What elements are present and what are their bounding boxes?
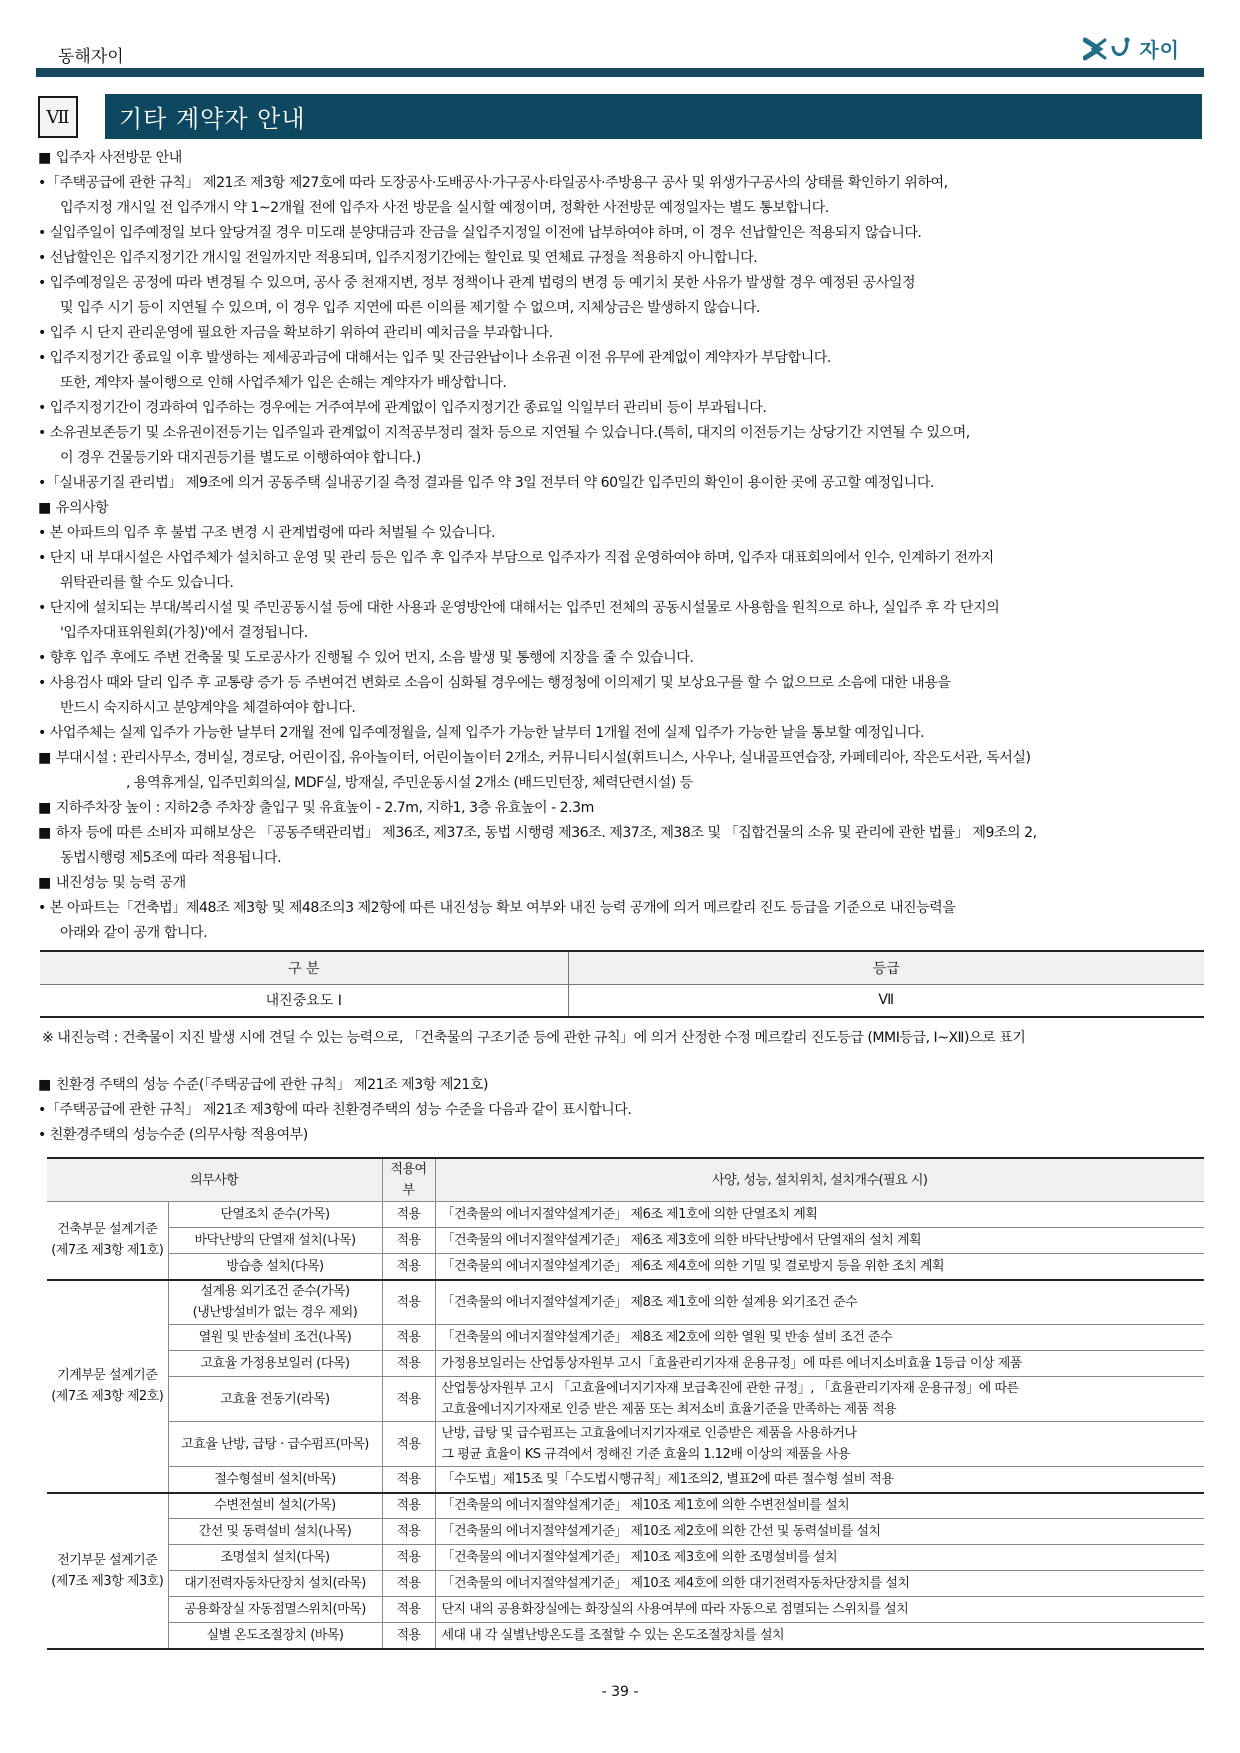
eco-performance-table [47,1157,1204,1650]
category-cell [47,1202,168,1280]
notice-line: 아래와 같이 공개 합니다. [60,925,208,941]
apply-status-cell: 적용 [382,1228,435,1254]
spec-text: 「건축물의 에너지절약설계기준」 제6조 제3호에 의한 바닥난방에서 단열재의 설치 계획 [441,1233,922,1248]
obligation-item-cell [168,1377,382,1422]
page-number: - 39 - [601,1684,639,1700]
obligation-item-text: 고효율 가정용보일러 (다목) [200,1356,350,1371]
obligation-item-text: 열원 및 반송설비 조건(나목) [198,1330,352,1345]
obligation-item-cell [168,1519,382,1545]
spec-cell [435,1422,1204,1467]
category-label: (제7조 제3항 제1호) [51,1243,164,1259]
spec-cell [435,1351,1204,1377]
column-header-grade: 등급 [568,951,1204,984]
document-title: 동해자이 [58,47,124,67]
spec-text: 「건축물의 에너지절약설계기준」 제8조 제2호에 의한 열원 및 반송 설비 조건 준수 [441,1330,893,1345]
table-row [47,1623,1204,1649]
apply-status-cell: 적용 [382,1254,435,1280]
notice-line: • 실입주일이 입주예정일 보다 앞당겨질 경우 미도래 분양대금과 잔금을 실입주지정일 이전에 납부하여야 하며, 이 경우 선납할인은 적용되지 않습니다. [38,225,922,241]
header-divider [36,68,1204,77]
notice-line: • 입주 시 단지 관리운영에 필요한 자금을 확보하기 위하여 관리비 예치금을 부과합니다. [38,325,553,341]
table-row [47,1280,1204,1325]
xi-logo-mark-icon [1083,36,1135,62]
seismic-footnote: ※ 내진능력 : 건축물이 지진 발생 시에 견딜 수 있는 능력으로, 「건축물의 구조기준 등에 관한 규칙」에 의거 산정한 수정 메르칼리 진도등급 (MMI등급, Ⅰ~Ⅻ)으로 표기 [42,1030,1026,1046]
obligation-item-text: 실별 온도조절장치 (바목) [206,1627,344,1643]
notice-line: 동법시행령 제5조에 따라 적용됩니다. [60,850,282,866]
spec-cell [435,1623,1204,1649]
spec-text: 「수도법」제15조 및「수도법시행규칙」제1조의2, 별표2에 따른 절수형 설비 적용 [441,1471,894,1487]
spec-cell [435,1228,1204,1254]
category-label: (제7조 제3항 제3호) [51,1573,164,1589]
obligation-item-cell [168,1325,382,1351]
section-title: 기타 계약자 안내 [105,94,1202,139]
obligation-item-cell [168,1545,382,1571]
column-header-obligation: 의무사항 [47,1158,382,1202]
notice-line: • 사업주체는 실제 입주가 가능한 날부터 2개월 전에 입주예정월을, 실제 입주가 가능한 날부터 1개월 전에 실제 입주가 가능한 날을 통보할 예정입니다. [38,725,925,741]
apply-status-cell: 적용 [382,1351,435,1377]
spec-cell [435,1325,1204,1351]
notice-line: • 선납할인은 입주지정기간 개시일 전일까지만 적용되며, 입주지정기간에는 할인료 및 연체료 규정을 적용하지 아니합니다. [38,250,758,266]
spec-text: 「건축물의 에너지절약설계기준」 제10조 제4호에 의한 대기전력자동차단장치를 설치 [441,1576,910,1591]
table-header-row [47,1158,1204,1202]
apply-status-cell: 적용 [382,1571,435,1597]
section-heading: ■ 하자 등에 따른 소비자 피해보상은 「공동주택관리법」 제36조, 제37조, 동법 시행령 제36조. 제37조, 제38조 및 「집합건물의 소유 및 관리에 관한 법률」 제9조의 2, [38,821,1208,846]
spec-cell [435,1493,1204,1519]
spec-cell [435,1571,1204,1597]
section-heading: ■ 부대시설 : 관리사무소, 경비실, 경로당, 어린이집, 유아놀이터, 어린이놀이터 2개소, 커뮤니티시설(휘트니스, 사우나, 실내골프연습장, 카페테리아, 작은도서관, 독서실) [38,746,1208,771]
section-number: Ⅶ [38,96,78,138]
table-row [47,1545,1204,1571]
notice-line: 반드시 숙지하시고 분양계약을 체결하여야 합니다. [60,700,356,716]
notice-line: • 단지 내 부대시설은 사업주체가 설치하고 운영 및 관리 등은 입주 후 입주자 부담으로 입주자가 직접 운영하여야 하며, 입주자 대표회의에서 인수, 인계하기 전까지 [38,550,994,566]
table-row [47,1493,1204,1519]
notice-line: 입주지정 개시일 전 입주개시 약 1~2개월 전에 입주자 사전 방문을 실시할 예정이며, 정확한 사전방문 예정일자는 별도 통보합니다. [60,200,829,216]
spec-text: 「건축물의 에너지절약설계기준」 제6조 제1호에 의한 단열조치 계획 [441,1207,818,1222]
eco-heading: ■ 친환경 주택의 성능 수준(「주택공급에 관한 규칙」 제21조 제3항 제21호) [38,1073,631,1098]
apply-status-cell: 적용 [382,1377,435,1422]
spec-cell [435,1545,1204,1571]
notice-line: 또한, 계약자 불이행으로 인해 사업주체가 입은 손해는 계약자가 배상합니다. [60,375,507,391]
table-row [47,1325,1204,1351]
notice-line: •「실내공기질 관리법」 제9조에 의거 공동주택 실내공기질 측정 결과를 입주 약 3일 전부터 약 60일간 입주민의 확인이 용이한 곳에 공고할 예정입니다. [38,475,934,491]
table-row [47,1597,1204,1623]
seismic-importance-cell: 내진중요도 Ⅰ [40,984,568,1017]
obligation-item-cell [168,1623,382,1649]
apply-status-cell: 적용 [382,1467,435,1493]
section-heading: ■ 유의사항 [38,496,1208,521]
notice-line: • 입주지정기간 종료일 이후 발생하는 제세공과금에 대해서는 입주 및 잔금완납이나 소유권 이전 유무에 관계없이 계약자가 부담합니다. [38,350,831,366]
spec-text: 「건축물의 에너지절약설계기준」 제10조 제1호에 의한 수변전설비를 설치 [441,1498,850,1514]
spec-text: 세대 내 각 실별난방온도를 조절할 수 있는 온도조절장치를 설치 [441,1627,785,1643]
category-cell [47,1493,168,1649]
obligation-item-text: 고효율 전동기(라목) [220,1391,330,1407]
obligation-item-cell [168,1351,382,1377]
spec-cell [435,1519,1204,1545]
spec-text: 산업통상자원부 고시 「고효율에너지기자재 보급촉진에 관한 규정」, 「효율관리기자재 운용규정」에 따른 [441,1381,1019,1396]
table-row [47,1351,1204,1377]
obligation-item-text: 설계용 외기조건 준수(가목) [200,1284,350,1300]
column-header-category: 구 분 [40,951,568,984]
table-row [47,1202,1204,1228]
section-heading: ■ 입주자 사전방문 안내 [38,146,1208,171]
obligation-item-text: 절수형설비 설치(바목) [214,1471,336,1487]
spec-cell [435,1202,1204,1228]
obligation-item-text: 고효율 난방, 급탕 · 급수펌프(마목) [181,1436,369,1452]
apply-status-cell: 적용 [382,1519,435,1545]
obligation-item-text: 방습층 설치(다목) [226,1258,324,1274]
table-row [47,1519,1204,1545]
spec-text: 단지 내의 공용화장실에는 화장실의 사용여부에 따라 자동으로 점멸되는 스위치를 설치 [441,1602,909,1617]
obligation-item-cell [168,1597,382,1623]
spec-cell [435,1467,1204,1493]
table-row [47,1467,1204,1493]
table-row [47,1377,1204,1422]
section-heading: ■ 내진성능 및 능력 공개 [38,871,1208,896]
notice-line: • 사용검사 때와 달리 입주 후 교통량 증가 등 주변여건 변화로 소음이 심화될 경우에는 행정청에 이의제기 및 보상요구를 할 수 없으므로 소음에 대한 내용을 [38,675,951,691]
spec-text: 「건축물의 에너지절약설계기준」 제8조 제1호에 의한 설계용 외기조건 준수 [441,1294,858,1310]
notice-line: 및 입주 시기 등이 지연될 수 있으며, 이 경우 입주 지연에 따른 이의를 제기할 수 없으며, 지체상금은 발생하지 않습니다. [60,300,760,316]
obligation-item-text: 바닥난방의 단열재 설치(나목) [194,1233,356,1248]
spec-text: 「건축물의 에너지절약설계기준」 제10조 제3호에 의한 조명설비를 설치 [441,1550,838,1565]
seismic-grade-cell: Ⅶ [568,984,1204,1017]
apply-status-cell: 적용 [382,1493,435,1519]
table-header-row [40,951,1204,984]
column-header-apply: 적용여부 [382,1158,435,1202]
logo-text: 자이 [1139,38,1180,62]
obligation-item-cell [168,1254,382,1280]
eco-bullet: • 친환경주택의 성능수준 (의무사항 적용여부) [38,1127,308,1143]
spec-text: 난방, 급탕 및 급수펌프는 고효율에너지기자재로 인증받은 제품을 사용하거나 [441,1426,857,1441]
category-label: 전기부문 설계기준 [57,1552,158,1568]
spec-cell [435,1280,1204,1325]
section-heading: ■ 지하주차장 높이 : 지하2층 주차장 출입구 및 유효높이 - 2.7m, 지하1, 3층 유효높이 - 2.3m [38,796,1208,821]
notice-line: • 입주예정일은 공정에 따라 변경될 수 있으며, 공사 중 천재지변, 정부 정책이나 관계 법령의 변경 등 예기치 못한 사유가 발생할 경우 예정된 공사일정 [38,275,916,291]
obligation-item-cell [168,1571,382,1597]
spec-cell [435,1597,1204,1623]
notice-line: •「주택공급에 관한 규칙」 제21조 제3항 제27호에 따라 도장공사·도배공사·가구공사·타일공사·주방용구 공사 및 위생가구공사의 상태를 확인하기 위하여, [38,175,948,191]
spec-cell [435,1254,1204,1280]
spec-text: 「건축물의 에너지절약설계기준」 제10조 제2호에 의한 간선 및 동력설비를 설치 [441,1524,881,1539]
category-cell [47,1280,168,1493]
obligation-item-text: 단열조치 준수(가목) [220,1207,330,1222]
category-label: (제7조 제3항 제2호) [51,1389,164,1404]
xi-logo [1083,34,1180,63]
notice-line: • 본 아파트의 입주 후 불법 구조 변경 시 관계법령에 따라 처벌될 수 있습니다. [38,525,495,541]
obligation-item-cell [168,1280,382,1325]
notice-line: 이 경우 건물등기와 대지권등기를 별도로 이행하여야 합니다.) [60,450,421,466]
notice-line: '입주자대표위원회(가칭)'에서 결정됩니다. [60,625,308,641]
notice-line: • 향후 입주 후에도 주변 건축물 및 도로공사가 진행될 수 있어 먼지, 소음 발생 및 통행에 지장을 줄 수 있습니다. [38,650,694,666]
spec-text: 고효율에너지기자재로 인증 받은 제품 또는 최저소비 효율기준을 만족하는 제품 적용 [441,1402,897,1417]
obligation-item-cell [168,1467,382,1493]
apply-status-cell: 적용 [382,1325,435,1351]
spec-text: 가정용보일러는 산업통상자원부 고시「효율관리기자재 운용규정」에 따른 에너지소비효율 1등급 이상 제품 [441,1356,1022,1371]
apply-status-cell: 적용 [382,1202,435,1228]
obligation-item-text: 공용화장실 자동점멸스위치(마목) [184,1602,366,1617]
table-row [47,1422,1204,1467]
obligation-item-cell [168,1422,382,1467]
table-row [40,984,1204,1017]
notice-line: • 본 아파트는「건축법」제48조 제3항 및 제48조의3 제2항에 따른 내진성능 확보 여부와 내진 능력 공개에 의거 메르칼리 진도 등급을 기준으로 내진능력을 [38,900,956,916]
eco-bullet: •「주택공급에 관한 규칙」 제21조 제3항에 따라 친환경주택의 성능 수준을 다음과 같이 표시합니다. [38,1102,632,1118]
apply-status-cell: 적용 [382,1422,435,1467]
obligation-item-text: (냉난방설비가 없는 경우 제외) [192,1305,358,1321]
obligation-item-cell [168,1493,382,1519]
seismic-grade-table [40,950,1204,1018]
obligation-item-cell [168,1228,382,1254]
obligation-item-text: 조명설치 설치(다목) [220,1550,330,1565]
notice-line: 위탁관리를 할 수도 있습니다. [60,575,234,591]
table-row [47,1228,1204,1254]
category-label: 기계부문 설계기준 [57,1368,158,1383]
spec-text: 그 평균 효율이 KS 규격에서 정해진 기준 효율의 1.12배 이상의 제품을 사용 [441,1447,850,1462]
apply-status-cell: 적용 [382,1280,435,1325]
obligation-item-text: 대기전력자동차단장치 설치(라목) [184,1576,366,1591]
notice-line: , 용역휴게실, 입주민회의실, MDF실, 방재실, 주민운동시설 2개소 (배드민턴장, 체력단련시설) 등 [126,775,693,791]
category-label: 건축부문 설계기준 [57,1222,158,1238]
apply-status-cell: 적용 [382,1623,435,1649]
notice-line: • 소유권보존등기 및 소유권이전등기는 입주일과 관계없이 지적공부정리 절차 등으로 지연될 수 있습니다.(특히, 대지의 이전등기는 상당기간 지연될 수 있으며, [38,425,970,441]
notice-body [38,146,1208,946]
obligation-item-cell [168,1202,382,1228]
notice-line: • 입주지정기간이 경과하여 입주하는 경우에는 거주여부에 관계없이 입주지정기간 종료일 익일부터 관리비 등이 부과됩니다. [38,400,767,416]
apply-status-cell: 적용 [382,1597,435,1623]
table-row [47,1254,1204,1280]
notice-line: • 단지에 설치되는 부대/복리시설 및 주민공동시설 등에 대한 사용과 운영방안에 대해서는 입주민 전체의 공동시설물로 사용함을 원칙으로 하나, 실입주 후 각 단지의 [38,600,1000,616]
column-header-spec: 사양, 성능, 설치위치, 설치개수(필요 시) [435,1158,1204,1202]
obligation-item-text: 간선 및 동력설비 설치(나목) [198,1524,352,1539]
spec-cell [435,1377,1204,1422]
eco-section-intro [38,1073,631,1148]
obligation-item-text: 수변전설비 설치(가목) [214,1498,336,1514]
table-row [47,1571,1204,1597]
spec-text: 「건축물의 에너지절약설계기준」 제6조 제4호에 의한 기밀 및 결로방지 등을 위한 조치 계획 [441,1258,945,1274]
apply-status-cell: 적용 [382,1545,435,1571]
